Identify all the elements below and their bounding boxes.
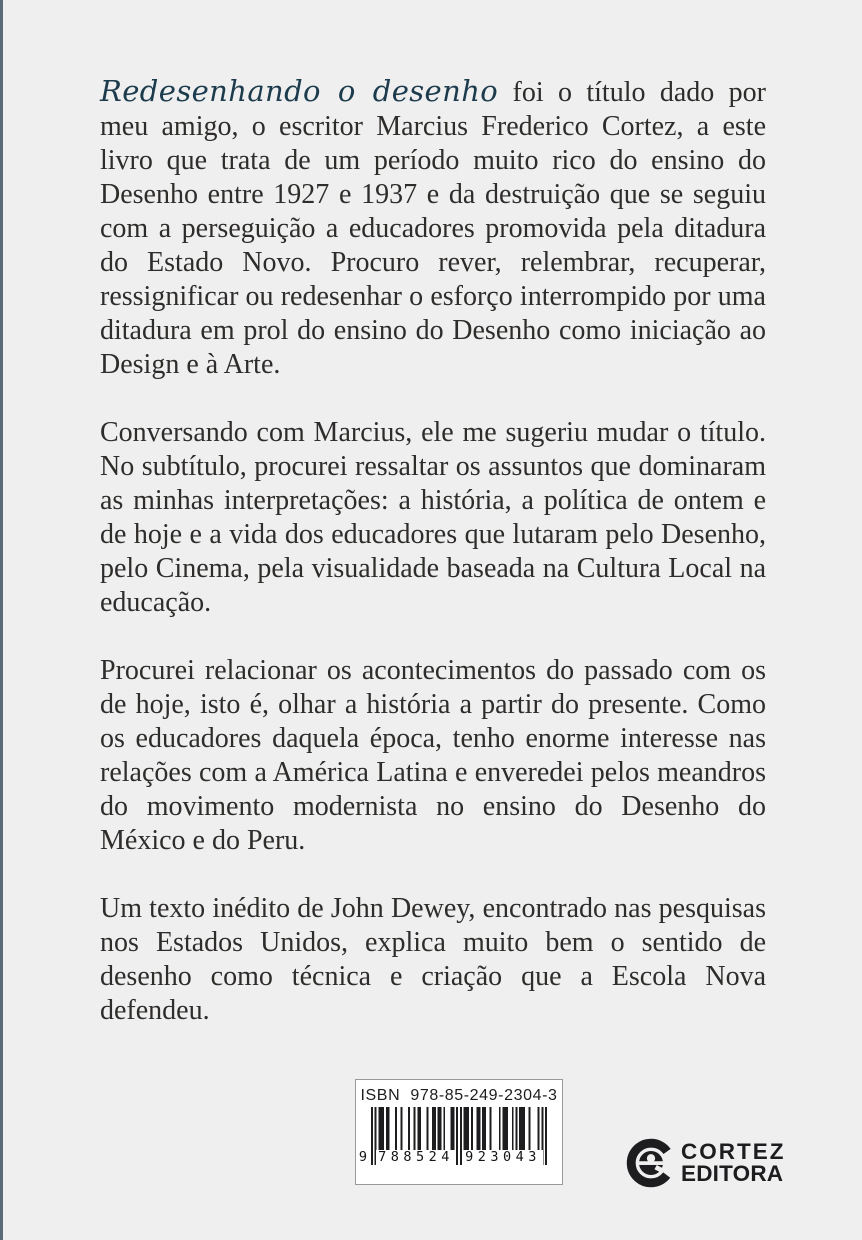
barcode-digits-group1: 788524 bbox=[376, 1150, 456, 1165]
barcode-digits-group2: 923043 bbox=[463, 1150, 543, 1165]
publisher-name-line2: EDITORA bbox=[681, 1161, 784, 1186]
spine-edge bbox=[0, 0, 3, 1240]
blurb-paragraph-2: Conversando com Marcius, ele me sugeriu mudar o título. No subtítulo, procurei ressaltar os assuntos que dominaram as minhas interpretações: a história, a política de ontem e de hoje e a vida dos educadores que lutaram pelo Desenho, pelo Cinema, pela visualidade baseada na Cultura Local na educação. bbox=[100, 417, 766, 618]
barcode-digit-prefix: 9 bbox=[358, 1149, 368, 1165]
blurb-paragraph-3: Procurei relacionar os acontecimentos do passado com os de hoje, isto é, olhar a história a partir do presente. Como os educadores daquela época, tenho enorme interesse nas relações com a América Latina e enveredei pelos meandros do movimento modernista no ensino do Desenho do México e do Peru. bbox=[100, 655, 766, 856]
book-title-phrase: Redesenhando o desenho bbox=[100, 74, 499, 108]
publisher-logo bbox=[626, 1138, 786, 1188]
publisher-name bbox=[681, 1141, 786, 1185]
blurb-paragraph-1 bbox=[100, 74, 766, 382]
blurb-paragraph-4: Um texto inédito de John Dewey, encontrado nas pesquisas nos Estados Unidos, explica muito bem o sentido de desenho como técnica e criação que a Escola Nova defendeu. bbox=[100, 893, 766, 1026]
isbn-number-label: ISBN 978-85-249-2304-3 bbox=[360, 1087, 558, 1104]
blurb-text bbox=[100, 74, 766, 1062]
ean13-barcode bbox=[358, 1107, 547, 1165]
blurb-paragraph-1-text: foi o título dado por meu amigo, o escritor Marcius Frederico Cortez, a este livro que trata de um período muito rico do ensino do Desenho entre 1927 e 1937 e da destruição que se seguiu com a perseguição a educadores promovida pela ditadura do Estado Novo. Procuro rever, relembrar, recuperar, ressignificar ou redesenhar o esforço interrompido por uma ditadura em prol do ensino do Desenho como iniciação ao Design e à Arte. bbox=[100, 77, 766, 380]
isbn-barcode-box bbox=[355, 1079, 563, 1185]
publisher-name-line1: CORTEZ bbox=[681, 1139, 786, 1164]
cortez-logo-icon bbox=[626, 1138, 676, 1188]
